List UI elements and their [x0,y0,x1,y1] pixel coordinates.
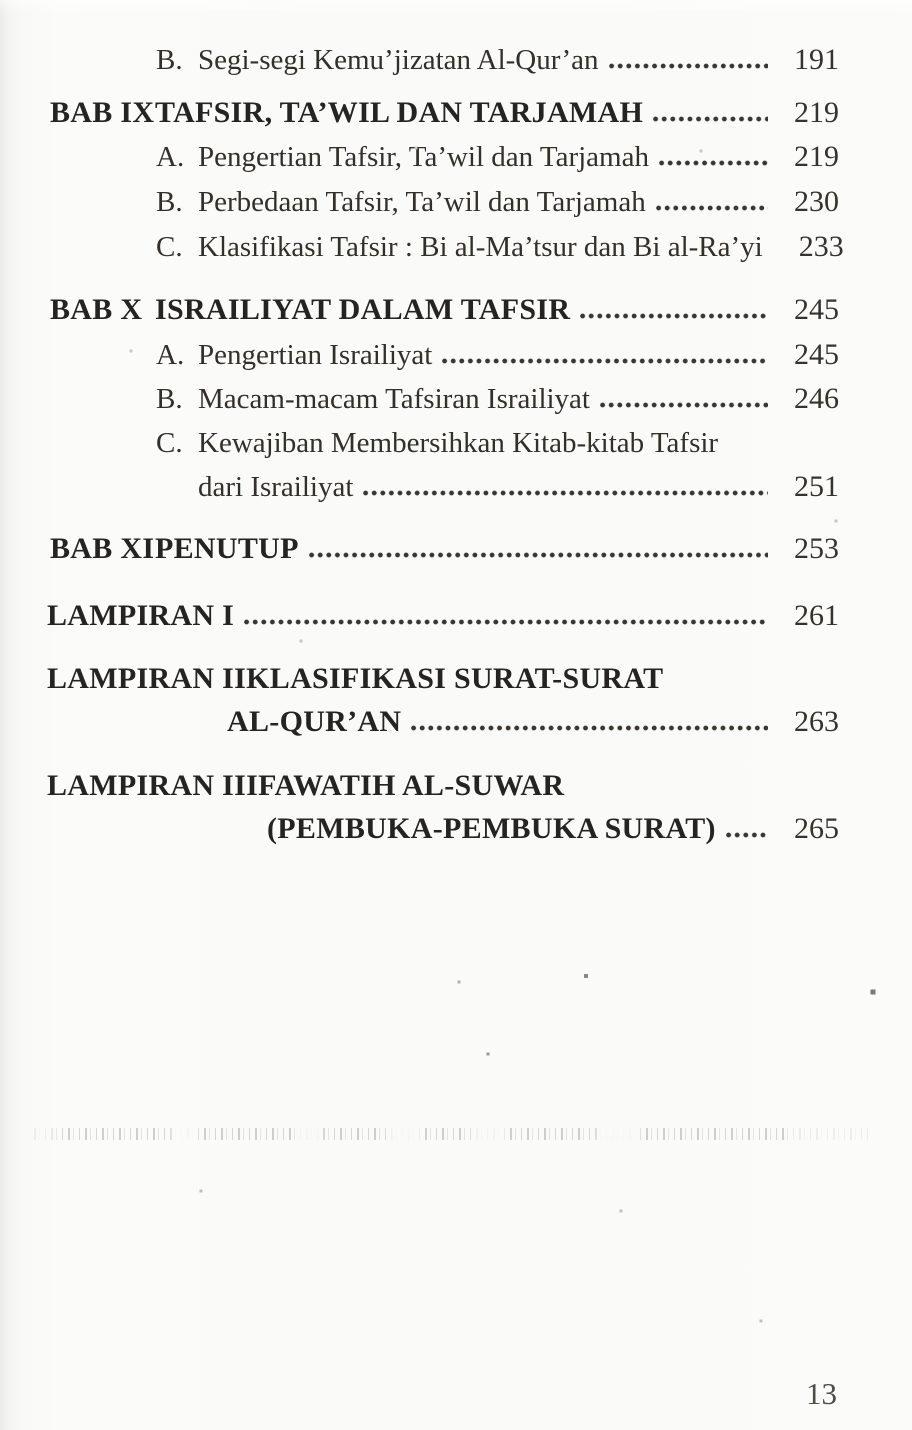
toc-row-continuation [198,469,856,505]
entry-page-ref: 246 [794,382,839,415]
entry-title: Macam-macam Tafsiran Israiliyat [198,383,590,415]
appendix-label: LAMPIRAN III [47,769,259,802]
entry-letter: B. [156,383,183,415]
entry-page-ref: 263 [794,705,839,738]
chapter-label: BAB XI [50,532,155,565]
dot-leader [726,832,768,838]
entry-title: Perbedaan Tafsir, Ta’wil dan Tarjamah [198,186,646,218]
toc-row-continuation [267,811,856,846]
dot-leader [411,725,768,731]
appendix-title: (PEMBUKA-PEMBUKA SURAT) [267,812,716,845]
toc-row-appendix [47,661,856,696]
entry-letter: A. [156,339,185,371]
dot-leader [442,358,768,364]
entry-title: Pengertian Tafsir, Ta’wil dan Tarjamah [198,141,649,173]
toc-row [156,426,856,461]
entry-page-ref: 265 [794,812,839,845]
scan-noise-specks [0,0,2,2]
entry-title: Kewajiban Membersihkan Kitab-kitab Tafsir [198,427,719,459]
toc-row [156,229,856,265]
dot-leader [600,402,768,408]
entry-title: Segi-segi Kemu’jizatan Al-Qur’an [198,44,599,76]
appendix-title: AL-QUR’AN [227,705,402,738]
entry-page-ref: 219 [794,96,839,129]
entry-letter: C. [156,231,183,263]
dot-leader [653,116,768,122]
scan-smudge-band [34,1128,868,1140]
toc-row-appendix [47,598,856,633]
entry-page-ref: 233 [798,230,844,263]
toc-row [156,381,856,417]
entry-letter: B. [156,44,183,76]
page-number: 13 [806,1376,837,1411]
entry-letter: C. [156,427,183,459]
toc-row [156,337,856,373]
dot-leader [309,552,768,558]
chapter-title: ISRAILIYAT DALAM TAFSIR [155,293,571,326]
entry-page-ref: 245 [794,338,839,371]
entry-page-ref: 230 [794,185,839,218]
chapter-label: BAB X [50,293,143,326]
entry-letter: A. [156,141,185,173]
entry-page-ref: 219 [794,140,839,173]
appendix-title: FAWATIH AL-SUWAR [258,769,565,802]
entry-title: dari Israiliyat [198,471,354,503]
toc-row [156,184,856,220]
appendix-title: KLASIFIKASI SURAT-SURAT [246,662,664,695]
toc-row [156,42,856,78]
toc-row-chapter [50,531,856,566]
dot-leader [244,619,768,625]
appendix-label: LAMPIRAN II [47,662,247,695]
chapter-title: PENUTUP [155,532,299,565]
entry-title: Pengertian Israiliyat [198,339,433,371]
dot-leader [363,490,768,496]
entry-page-ref: 251 [794,470,839,503]
dot-leader [656,205,768,211]
toc-row-chapter [50,95,856,130]
toc-row-chapter [50,292,856,327]
toc-row-continuation [227,704,856,739]
entry-page-ref: 191 [794,43,839,76]
toc-row-appendix [47,768,856,803]
dot-leader [659,160,768,166]
entry-page-ref: 261 [794,599,839,632]
dot-leader [609,63,768,69]
chapter-label: BAB IX [50,96,155,129]
entry-page-ref: 245 [794,293,839,326]
entry-page-ref: 253 [794,532,839,565]
entry-title: Klasifikasi Tafsir : Bi al-Ma’tsur dan Bi al-Ra’yi [198,231,763,263]
entry-letter: B. [156,186,183,218]
chapter-title: TAFSIR, TA’WIL DAN TARJAMAH [155,96,644,129]
appendix-label: LAMPIRAN I [47,599,235,632]
dot-leader [580,313,768,319]
toc-row [156,139,856,175]
